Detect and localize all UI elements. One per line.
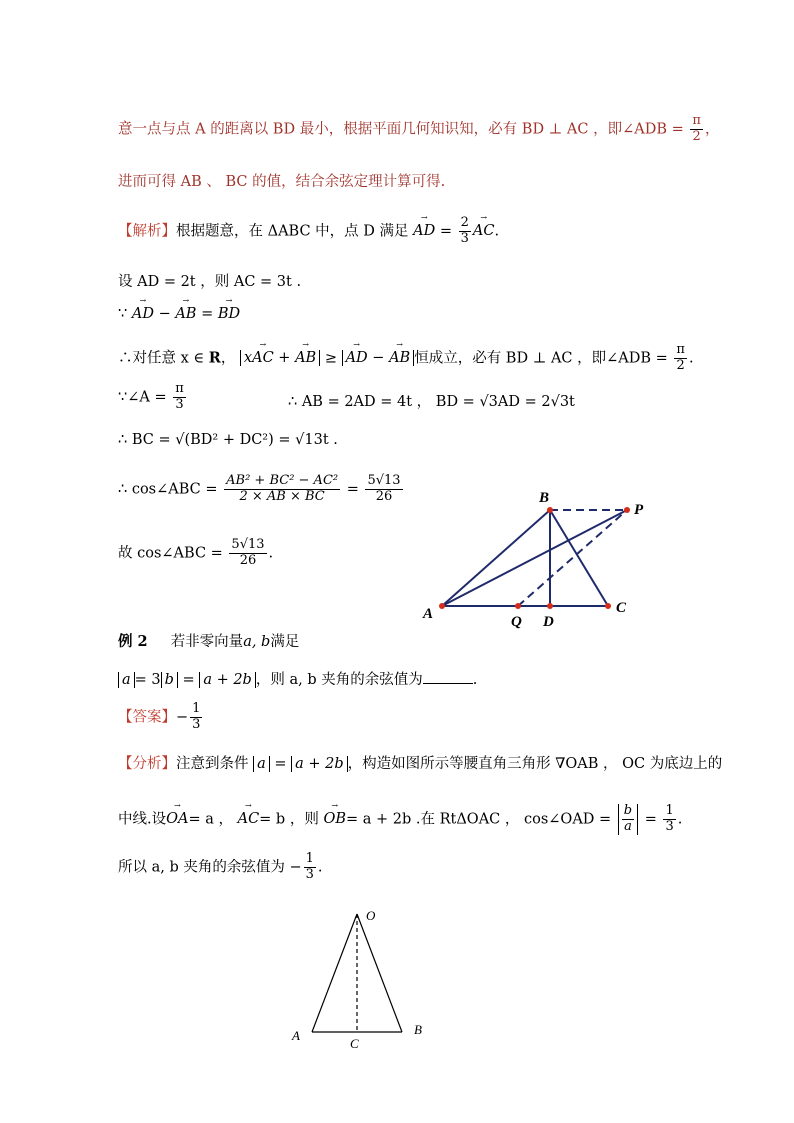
step-bc: ∴ BC = √(BD² + DC²) = √13t .	[118, 432, 338, 448]
step-cos: ∴ cos∠ABC = $\frac{\text{AB² + BC² − AC²}}{2 \times AB \times BC}$ = $\frac{5√13}{26}$	[118, 473, 401, 504]
label-d: D	[543, 614, 554, 630]
isosceles-triangle-figure-2	[280, 900, 440, 1060]
label-a: A	[423, 606, 434, 622]
step-any-x: ∴对任意 x ∈ R， x→ AC + → AB ≥ → AD − → AB 恒成立，必有 BD ⊥ AC ，即∠ADB = $\frac{\pi}{2}$ .	[118, 343, 694, 374]
example-2-condition: a = 3 b = a + 2b ，则 a, b 夹角的余弦值为 .	[118, 668, 477, 689]
point-b	[547, 507, 553, 513]
analysis2-line-3: 所以 a, b 夹角的余弦值为 − $\frac{1}{3}$ .	[118, 851, 323, 882]
label-b: B	[539, 490, 550, 506]
step-set: 设 AD = 2t ，则 AC = 3t .	[118, 274, 302, 290]
label-q: Q	[511, 614, 522, 630]
point-a	[439, 603, 445, 609]
label-o: O	[366, 908, 376, 923]
example-2-question: 例 2 若非零向量a, b满足	[118, 633, 300, 650]
answer-line: 【答案】− $\frac{1}{3}$	[118, 701, 201, 732]
final-result: 故 cos∠ABC = $\frac{5√13}{26}$ .	[118, 537, 274, 568]
triangle-figure-1	[415, 480, 655, 630]
step-angle-a: ∵∠A = $\frac{\pi}{3}$	[118, 381, 184, 412]
analysis-line-1: 意一点与点 A 的距离以 BD 最小，根据平面几何知识知，必有 BD ⊥ AC ，即∠ADB = $\frac{\pi}{2}$ ，	[118, 113, 720, 144]
point-p	[624, 507, 630, 513]
point-c	[605, 603, 611, 609]
step-vector-identity: ∵ → AD − → AB = → BD	[118, 306, 240, 322]
label-b2: B	[414, 1022, 422, 1037]
segment-oa	[312, 914, 357, 1032]
point-q	[515, 603, 521, 609]
segment-ob	[357, 914, 402, 1032]
label-a2: A	[292, 1028, 300, 1043]
answer-blank	[423, 683, 473, 684]
point-d	[547, 603, 553, 609]
label-c: C	[616, 600, 627, 616]
solution-intro: 【解析】根据题意，在 ΔABC 中，点 D 满足 → AD = $\frac{2}{3}$ → AC.	[118, 216, 499, 247]
label-c2: C	[350, 1036, 359, 1051]
step-ab-bd: ∴ AB = 2AD = 4t ， BD = √3AD = 2√3t	[288, 394, 575, 410]
analysis2-line-2: 中线.设→ OA= a ， → AC= b ，则 → OB= a + 2b .在 RtΔOAC ， cos∠OAD = $\frac{b}{a}$ = $\frac{1}{3}$ .	[118, 804, 682, 835]
analysis2-line-1: 【分析】注意到条件 a = a + 2b ，构造如图所示等腰直角三角形 ∇OAB ， OC 为底边上的	[118, 756, 723, 772]
analysis-line-2: 进而可得 AB 、 BC 的值，结合余弦定理计算可得.	[118, 174, 446, 190]
label-p: P	[634, 502, 644, 518]
pi-over-2: $\frac{\pi}{2}$	[692, 113, 701, 144]
